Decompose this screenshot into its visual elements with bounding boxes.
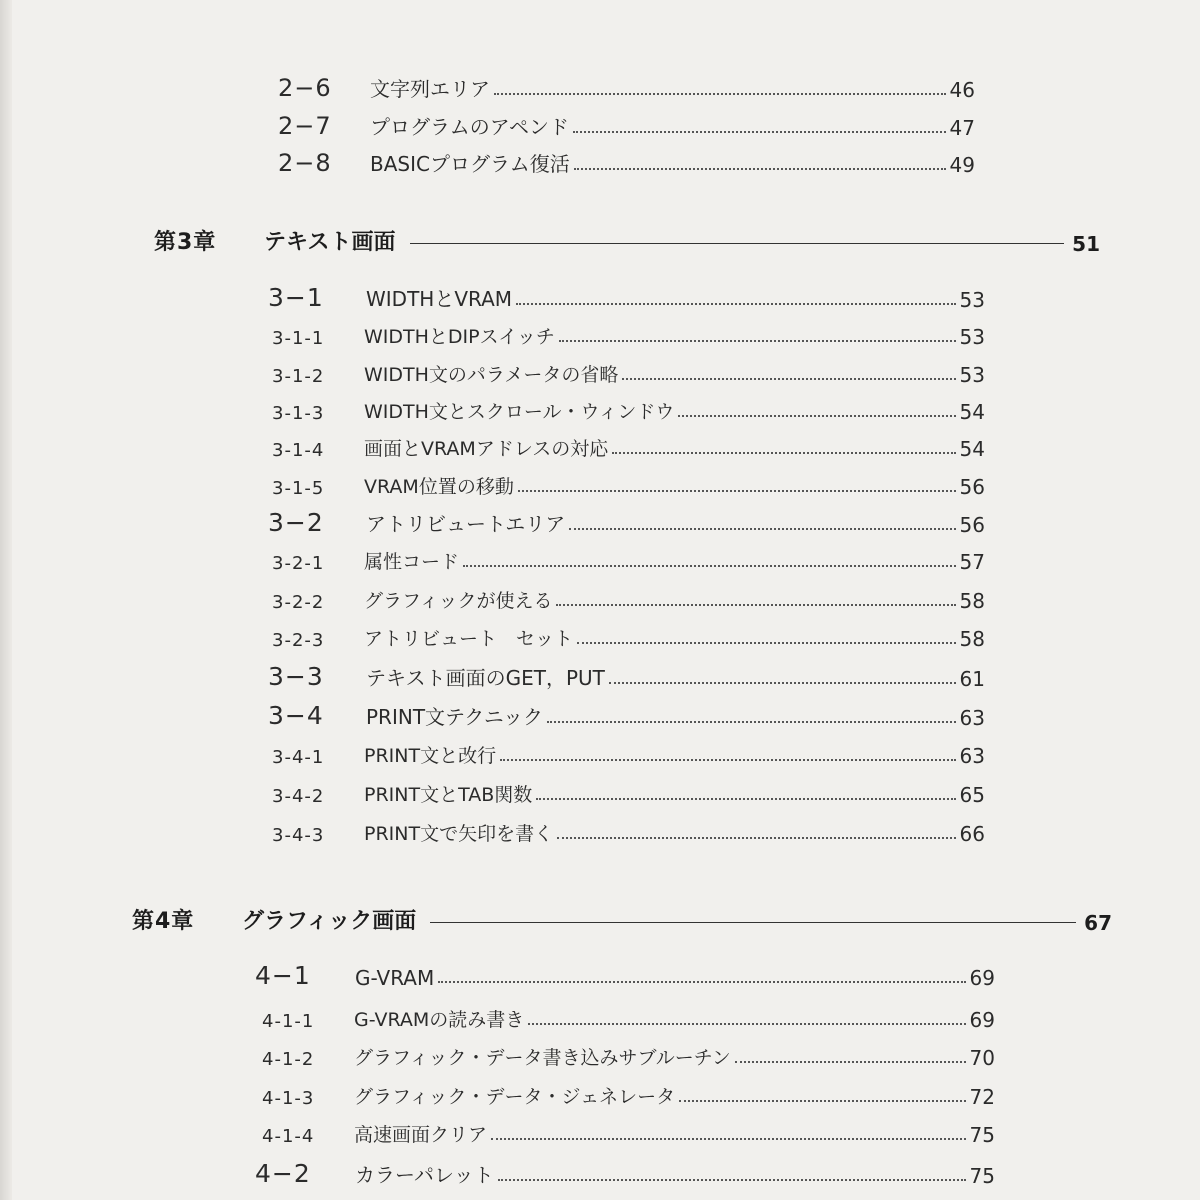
dot-leader	[498, 1179, 966, 1181]
toc-title: 画面とVRAMアドレスの対応	[364, 438, 609, 460]
toc-subsection	[272, 429, 985, 461]
toc-number: 3-2-1	[272, 553, 325, 574]
toc-section	[255, 958, 995, 990]
toc-number: 3−3	[268, 662, 324, 691]
dot-leader	[612, 452, 955, 454]
toc-page-number: 58	[959, 589, 985, 613]
toc-number: 3-1-1	[272, 328, 325, 349]
toc-title: VRAM位置の移動	[364, 476, 514, 498]
toc-subsection	[272, 736, 985, 768]
toc-page-number: 75	[969, 1164, 995, 1188]
toc-subsection	[272, 317, 985, 349]
dot-leader	[678, 415, 955, 417]
toc-title: PRINT文と改行	[364, 745, 497, 767]
toc-title: グラフィック画面	[242, 909, 417, 934]
dot-leader	[622, 378, 955, 380]
toc-title: PRINT文とTAB関数	[364, 784, 533, 806]
dot-leader	[573, 131, 946, 133]
toc-number: 4-1-3	[262, 1088, 315, 1109]
page-edge	[0, 0, 12, 1200]
dot-leader	[569, 528, 955, 530]
toc-number: 3-2-3	[272, 630, 325, 651]
toc-number: 2−8	[278, 149, 332, 177]
dot-leader	[679, 1100, 965, 1102]
toc-title: テキスト画面	[264, 230, 396, 255]
toc-number: 3-1-3	[272, 403, 325, 424]
toc-number: 3-2-2	[272, 592, 325, 613]
dot-leader	[463, 565, 956, 567]
toc-chapter	[154, 224, 1100, 256]
toc-number: 4-1-1	[262, 1011, 315, 1032]
toc-number: 3-4-1	[272, 747, 325, 768]
toc-number: 4−1	[255, 961, 311, 990]
toc-page-number: 69	[969, 1008, 995, 1032]
toc-subsection	[272, 619, 985, 651]
toc-number: 4-1-2	[262, 1049, 315, 1070]
dot-leader	[516, 303, 956, 305]
toc-page-number: 51	[1072, 232, 1100, 256]
toc-page-number: 53	[959, 288, 985, 312]
toc-subsection	[272, 467, 985, 499]
toc-page-number: 65	[959, 783, 985, 807]
toc-section	[268, 280, 985, 312]
toc-number: 3−4	[268, 701, 324, 730]
dot-leader	[438, 981, 965, 983]
toc-number: 3-1-4	[272, 440, 325, 461]
toc-page-number: 75	[969, 1123, 995, 1147]
toc-title: 高速画面クリア	[354, 1124, 488, 1146]
toc-page-number: 53	[959, 325, 985, 349]
toc-page-number: 49	[949, 153, 975, 177]
toc-title: WIDTHとDIPスイッチ	[364, 326, 555, 348]
toc-number: 第4章	[132, 909, 195, 934]
chapter-rule	[410, 243, 1065, 244]
toc-title: WIDTH文のパラメータの省略	[364, 364, 619, 386]
toc-section	[278, 70, 975, 102]
dot-leader	[577, 642, 956, 644]
dot-leader	[518, 490, 956, 492]
toc-subsection	[272, 355, 985, 387]
toc-number: 3-4-3	[272, 825, 325, 846]
toc-number: 3−1	[268, 283, 324, 312]
toc-page-number: 63	[959, 744, 985, 768]
toc-title: アトリビュート セット	[364, 628, 574, 650]
toc-page-number: 56	[959, 475, 985, 499]
dot-leader	[574, 168, 946, 170]
toc-page-number: 58	[959, 627, 985, 651]
toc-number: 3-4-2	[272, 786, 325, 807]
toc-page-number: 54	[959, 437, 985, 461]
dot-leader	[494, 93, 946, 95]
toc-page-number: 61	[959, 667, 985, 691]
toc-title: PRINT文テクニック	[366, 705, 544, 729]
toc-title: グラフィック・データ書き込みサブルーチン	[354, 1047, 731, 1069]
toc-page-number: 67	[1084, 911, 1112, 935]
dot-leader	[491, 1138, 966, 1140]
toc-title: WIDTHとVRAM	[366, 287, 513, 311]
toc-page-number: 53	[959, 363, 985, 387]
toc-page-number: 66	[959, 822, 985, 846]
toc-page-number: 56	[959, 513, 985, 537]
toc-title: カラーパレット	[355, 1163, 494, 1187]
toc-page-number: 46	[949, 78, 975, 102]
toc-title: G-VRAM	[355, 966, 435, 990]
toc-title: PRINT文で矢印を書く	[364, 823, 554, 845]
toc-subsection	[272, 392, 985, 424]
toc-subsection	[262, 1000, 995, 1032]
toc-number: 3-1-2	[272, 366, 325, 387]
toc-section	[268, 659, 985, 691]
toc-subsection	[262, 1077, 995, 1109]
toc-number: 3-1-5	[272, 478, 325, 499]
dot-leader	[609, 682, 956, 684]
toc-number: 2−7	[278, 112, 332, 140]
toc-subsection	[262, 1038, 995, 1070]
toc-subsection	[272, 542, 985, 574]
toc-title: WIDTH文とスクロール・ウィンドウ	[364, 401, 675, 423]
toc-title: グラフィック・データ・ジェネレータ	[354, 1086, 676, 1108]
dot-leader	[559, 340, 956, 342]
toc-title: G-VRAMの読み書き	[354, 1009, 525, 1031]
toc-subsection	[272, 581, 985, 613]
toc-page-number: 54	[959, 400, 985, 424]
toc-title: グラフィックが使える	[364, 590, 553, 612]
dot-leader	[557, 837, 955, 839]
toc-number: 3−2	[268, 508, 324, 537]
toc-title: テキスト画面のGET，PUT	[366, 666, 605, 690]
toc-section	[278, 145, 975, 177]
toc-page-number: 72	[969, 1085, 995, 1109]
toc-page-number: 47	[949, 116, 975, 140]
toc-title: プログラムのアペンド	[370, 115, 569, 139]
toc-page-number: 69	[969, 966, 995, 990]
toc-number: 2−6	[278, 74, 332, 102]
toc-chapter	[132, 903, 1112, 935]
toc-number: 第3章	[154, 230, 217, 255]
toc-title: アトリビュートエリア	[366, 512, 566, 536]
toc-title: BASICプログラム復活	[370, 152, 570, 176]
toc-page-number: 63	[959, 706, 985, 730]
toc-section	[268, 698, 985, 730]
toc-number: 4−2	[255, 1159, 311, 1188]
toc-section	[278, 108, 975, 140]
toc-title: 属性コード	[364, 551, 460, 573]
toc-section	[268, 505, 985, 537]
toc-subsection	[262, 1115, 995, 1147]
dot-leader	[500, 759, 955, 761]
toc-title: 文字列エリア	[370, 77, 490, 101]
toc-subsection	[272, 775, 985, 807]
dot-leader	[556, 604, 955, 606]
toc-section	[255, 1156, 995, 1188]
dot-leader	[735, 1061, 966, 1063]
dot-leader	[547, 721, 956, 723]
dot-leader	[528, 1023, 965, 1025]
toc-page-number: 57	[959, 550, 985, 574]
toc-page-number: 70	[969, 1046, 995, 1070]
dot-leader	[536, 798, 955, 800]
chapter-rule	[430, 922, 1076, 923]
toc-subsection	[272, 814, 985, 846]
toc-number: 4-1-4	[262, 1126, 315, 1147]
